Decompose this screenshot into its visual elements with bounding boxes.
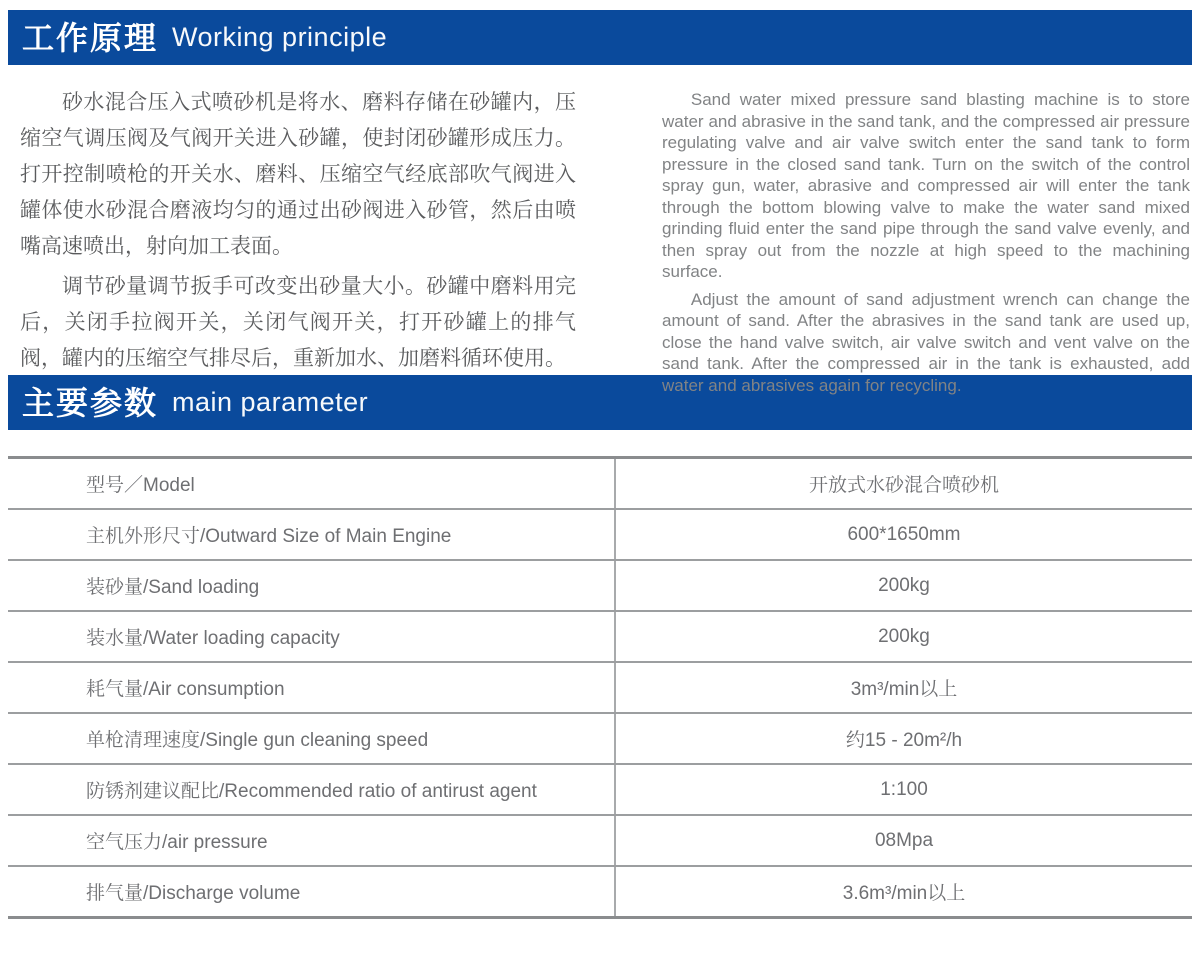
table-row-discharge-volume [8,867,1192,916]
row-label: 装砂量/Sand loading [8,561,616,610]
table-row-air-consumption [8,663,1192,714]
table-row-water-loading [8,612,1192,663]
main-parameter-title-en: main parameter [172,387,369,417]
table-row-antirust-ratio [8,765,1192,816]
row-value: 3.6m³/min以上 [842,883,966,904]
row-label: 单枪清理速度/Single gun cleaning speed [8,714,616,763]
table-row-outward-size [8,510,1192,561]
table-row-air-pressure [8,816,1192,867]
row-label: 排气量/Discharge volume [8,867,616,916]
row-value: 开放式水砂混合喷砂机 [808,475,999,496]
parameters-table [8,456,1192,919]
working-principle-title-en: Working principle [172,22,388,52]
row-value: 1:100 [880,778,928,800]
working-principle-text-en [662,85,1190,395]
row-value: 3m³/min以上 [850,679,958,700]
row-value: 08Mpa [874,829,934,851]
row-label: 防锈剂建议配比/Recommended ratio of antirust agent [8,765,616,814]
row-label: 空气压力/air pressure [8,816,616,865]
table-row-model [8,459,1192,510]
zh-paragraph-2: 调节砂量调节扳手可改变出砂量大小。砂罐中磨料用完后，关闭手拉阀开关，关闭气阀开关，打开砂罐上的排气阀，罐内的压缩空气排尽后，重新加水、加磨料循环使用。 [20,275,576,370]
main-parameter-title-zh: 主要参数 [22,384,159,421]
working-principle-text-zh [20,85,576,375]
row-value: 约15 - 20m²/h [845,730,963,751]
zh-paragraph-1: 砂水混合压入式喷砂机是将水、磨料存储在砂罐内，压缩空气调压阀及气阀开关进入砂罐，使封闭砂罐形成压力。打开控制喷枪的开关水、磨料、压缩空气经底部吹气阀进入罐体使水砂混合磨液均匀的通过出砂阀进入砂管，然后由喷嘴高速喷出，射向加工表面。 [20,91,576,258]
working-principle-body [0,65,1200,395]
row-label: 主机外形尺寸/Outward Size of Main Engine [8,510,616,559]
en-paragraph-2: Adjust the amount of sand adjustment wrench can change the amount of sand. After the abrasives in the sand tank are used up, close the hand valve switch, air valve switch and vent valve on the sand tank. After the compressed air in the tank is exhausted, add water and abrasives again for recycling. [662,289,1190,395]
row-label: 装水量/Water loading capacity [8,612,616,661]
catalog-page [0,10,1200,958]
section-header-working-principle [8,10,1192,65]
table-row-cleaning-speed [8,714,1192,765]
en-paragraph-1: Sand water mixed pressure sand blasting machine is to store water and abrasive in the sand tank, and the compressed air pressure regulating valve and air valve switch enter the sand tank to form pressure in the closed sand tank. Turn on the switch of the control spray gun, water, abrasive and compressed air will enter the tank through the bottom blowing valve to make the water sand mixed grinding fluid enter the sand pipe through the sand valve evenly, and then spray out from the nozzle at high speed to the machining surface. [662,90,1190,281]
row-value: 200kg [878,574,930,596]
working-principle-title-zh: 工作原理 [22,19,159,56]
row-value: 600*1650mm [847,523,961,545]
row-label: 耗气量/Air consumption [8,663,616,712]
row-value: 200kg [878,625,930,647]
row-label: 型号／Model [8,459,616,508]
table-row-sand-loading [8,561,1192,612]
